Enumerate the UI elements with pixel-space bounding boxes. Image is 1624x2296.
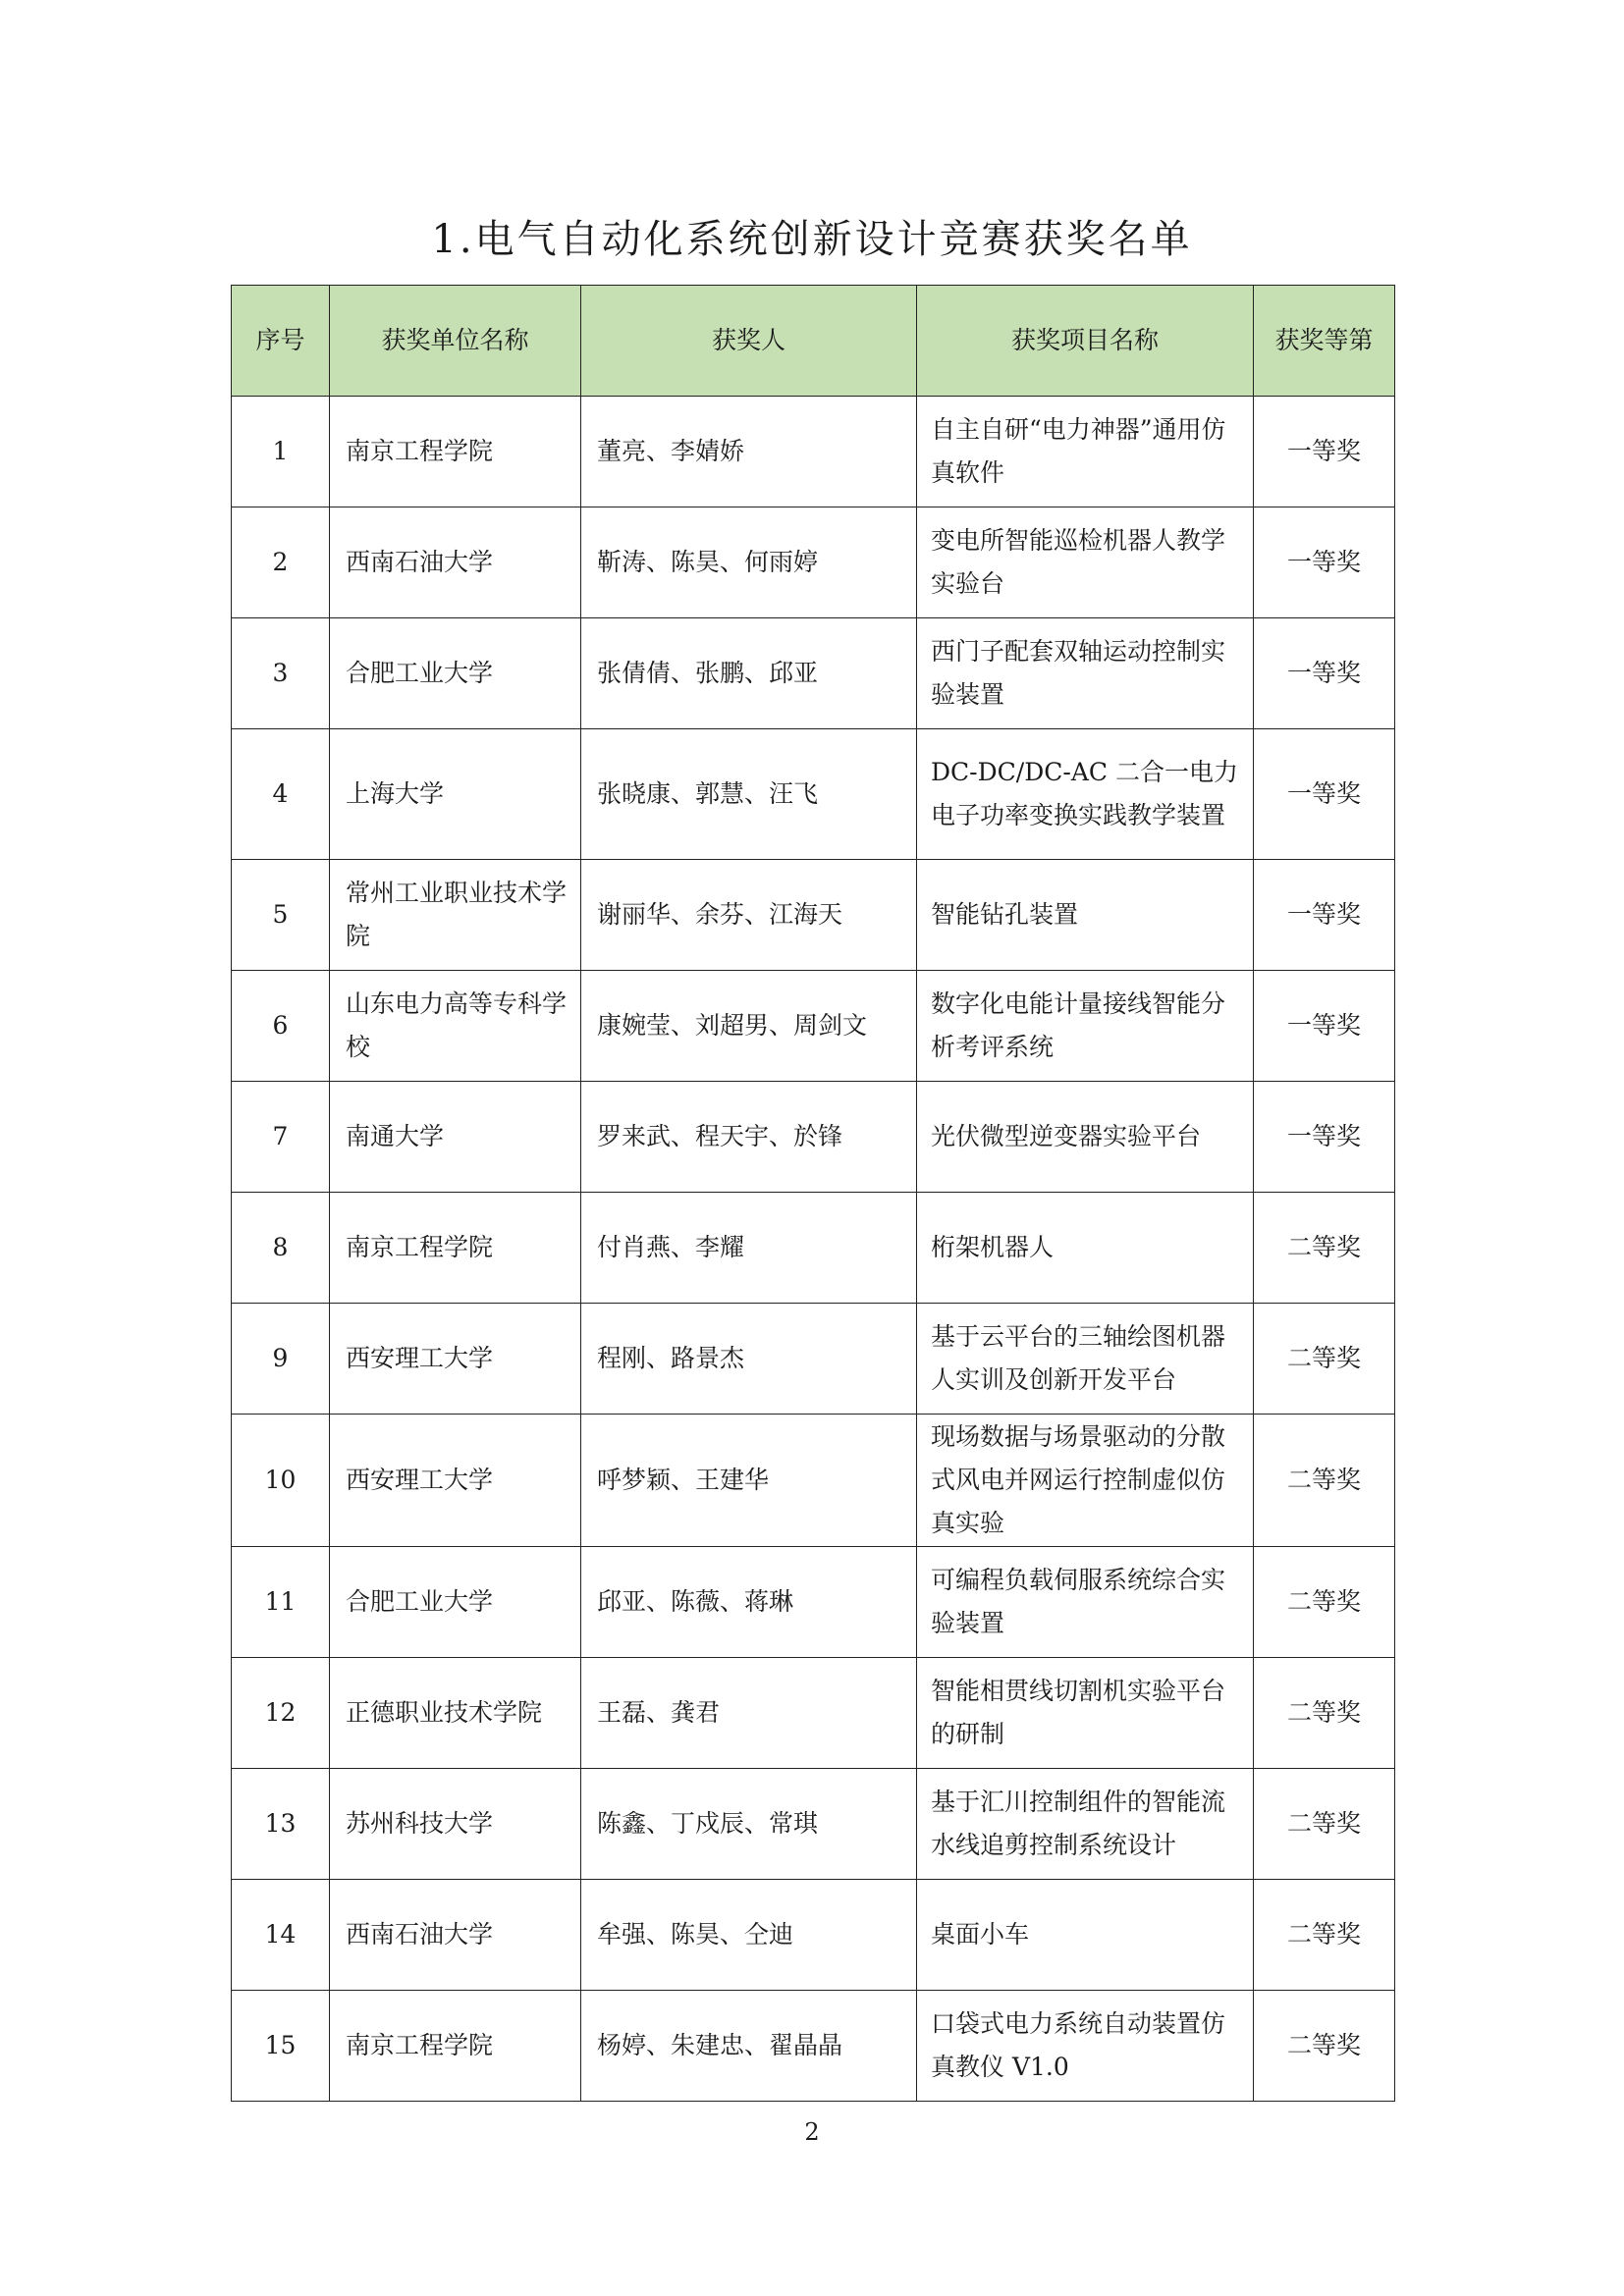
- row-prize: 一等奖: [1254, 860, 1395, 971]
- row-number: 8: [232, 1193, 330, 1304]
- row-unit: 南京工程学院: [330, 1193, 581, 1304]
- row-project: 基于汇川控制组件的智能流水线追剪控制系统设计: [917, 1769, 1254, 1880]
- row-number: 12: [232, 1658, 330, 1769]
- row-prize: 二等奖: [1254, 1880, 1395, 1991]
- row-people: 张倩倩、张鹏、邱亚: [581, 618, 917, 729]
- row-number: 3: [232, 618, 330, 729]
- row-prize: 二等奖: [1254, 1547, 1395, 1658]
- header-prize: 获奖等第: [1254, 286, 1395, 397]
- row-prize: 一等奖: [1254, 729, 1395, 860]
- table-row: [232, 729, 1395, 860]
- row-number: 14: [232, 1880, 330, 1991]
- row-people: 程刚、路景杰: [581, 1304, 917, 1415]
- table-header-row: [232, 286, 1395, 397]
- row-unit: 山东电力高等专科学校: [330, 971, 581, 1082]
- row-unit: 合肥工业大学: [330, 1547, 581, 1658]
- table-row: [232, 1082, 1395, 1193]
- header-unit: 获奖单位名称: [330, 286, 581, 397]
- table-row: [232, 1880, 1395, 1991]
- row-people: 董亮、李婧娇: [581, 397, 917, 507]
- header-number: 序号: [232, 286, 330, 397]
- row-prize: 一等奖: [1254, 618, 1395, 729]
- row-prize: 一等奖: [1254, 397, 1395, 507]
- row-project: 可编程负载伺服系统综合实验装置: [917, 1547, 1254, 1658]
- row-prize: 二等奖: [1254, 1304, 1395, 1415]
- row-number: 2: [232, 507, 330, 618]
- row-unit: 南京工程学院: [330, 1991, 581, 2102]
- row-unit: 西安理工大学: [330, 1304, 581, 1415]
- table-row: [232, 1991, 1395, 2102]
- row-unit: 西南石油大学: [330, 507, 581, 618]
- header-people: 获奖人: [581, 286, 917, 397]
- table-row: [232, 618, 1395, 729]
- page-number: 2: [804, 2118, 820, 2146]
- row-unit: 常州工业职业技术学院: [330, 860, 581, 971]
- table-row: [232, 1304, 1395, 1415]
- row-prize: 二等奖: [1254, 1658, 1395, 1769]
- row-number: 11: [232, 1547, 330, 1658]
- row-prize: 二等奖: [1254, 1769, 1395, 1880]
- row-number: 9: [232, 1304, 330, 1415]
- header-project: 获奖项目名称: [917, 286, 1254, 397]
- row-number: 10: [232, 1415, 330, 1547]
- row-people: 张晓康、郭慧、汪飞: [581, 729, 917, 860]
- row-unit: 西安理工大学: [330, 1415, 581, 1547]
- row-project: 变电所智能巡检机器人教学实验台: [917, 507, 1254, 618]
- row-project: DC-DC/DC-AC 二合一电力电子功率变换实践教学装置: [917, 729, 1254, 860]
- row-people: 邱亚、陈薇、蒋琳: [581, 1547, 917, 1658]
- row-prize: 一等奖: [1254, 1082, 1395, 1193]
- row-number: 5: [232, 860, 330, 971]
- row-project: 自主自研“电力神器”通用仿真软件: [917, 397, 1254, 507]
- table-row: [232, 1769, 1395, 1880]
- row-number: 15: [232, 1991, 330, 2102]
- row-people: 王磊、龚君: [581, 1658, 917, 1769]
- row-project: 智能钻孔装置: [917, 860, 1254, 971]
- row-unit: 合肥工业大学: [330, 618, 581, 729]
- row-people: 罗来武、程天宇、於锋: [581, 1082, 917, 1193]
- row-prize: 二等奖: [1254, 1415, 1395, 1547]
- row-people: 康婉莹、刘超男、周剑文: [581, 971, 917, 1082]
- row-people: 杨婷、朱建忠、翟晶晶: [581, 1991, 917, 2102]
- row-project: 口袋式电力系统自动装置仿真教仪 V1.0: [917, 1991, 1254, 2102]
- row-project: 基于云平台的三轴绘图机器人实训及创新开发平台: [917, 1304, 1254, 1415]
- row-unit: 上海大学: [330, 729, 581, 860]
- row-number: 1: [232, 397, 330, 507]
- row-project: 桌面小车: [917, 1880, 1254, 1991]
- row-unit: 南通大学: [330, 1082, 581, 1193]
- row-project: 数字化电能计量接线智能分析考评系统: [917, 971, 1254, 1082]
- table-row: [232, 860, 1395, 971]
- row-unit: 西南石油大学: [330, 1880, 581, 1991]
- row-number: 7: [232, 1082, 330, 1193]
- table-row: [232, 1193, 1395, 1304]
- row-project: 西门子配套双轴运动控制实验装置: [917, 618, 1254, 729]
- row-project: 智能相贯线切割机实验平台的研制: [917, 1658, 1254, 1769]
- row-people: 靳涛、陈昊、何雨婷: [581, 507, 917, 618]
- table-row: [232, 1415, 1395, 1547]
- row-people: 谢丽华、余芬、江海天: [581, 860, 917, 971]
- row-unit: 苏州科技大学: [330, 1769, 581, 1880]
- row-prize: 一等奖: [1254, 971, 1395, 1082]
- row-number: 4: [232, 729, 330, 860]
- awards-table: [231, 285, 1395, 2102]
- table-row: [232, 1658, 1395, 1769]
- table-row: [232, 971, 1395, 1082]
- row-people: 呼梦颖、王建华: [581, 1415, 917, 1547]
- row-project: 光伏微型逆变器实验平台: [917, 1082, 1254, 1193]
- row-project: 桁架机器人: [917, 1193, 1254, 1304]
- row-prize: 二等奖: [1254, 1193, 1395, 1304]
- row-people: 牟强、陈昊、仝迪: [581, 1880, 917, 1991]
- row-people: 付肖燕、李耀: [581, 1193, 917, 1304]
- page-title: 1.电气自动化系统创新设计竞赛获奖名单: [431, 217, 1193, 262]
- row-number: 13: [232, 1769, 330, 1880]
- row-project: 现场数据与场景驱动的分散式风电并网运行控制虚似仿真实验: [917, 1415, 1254, 1547]
- row-number: 6: [232, 971, 330, 1082]
- row-prize: 二等奖: [1254, 1991, 1395, 2102]
- table-row: [232, 397, 1395, 507]
- row-unit: 南京工程学院: [330, 397, 581, 507]
- table-row: [232, 1547, 1395, 1658]
- row-prize: 一等奖: [1254, 507, 1395, 618]
- row-unit: 正德职业技术学院: [330, 1658, 581, 1769]
- row-people: 陈鑫、丁戍辰、常琪: [581, 1769, 917, 1880]
- table-row: [232, 507, 1395, 618]
